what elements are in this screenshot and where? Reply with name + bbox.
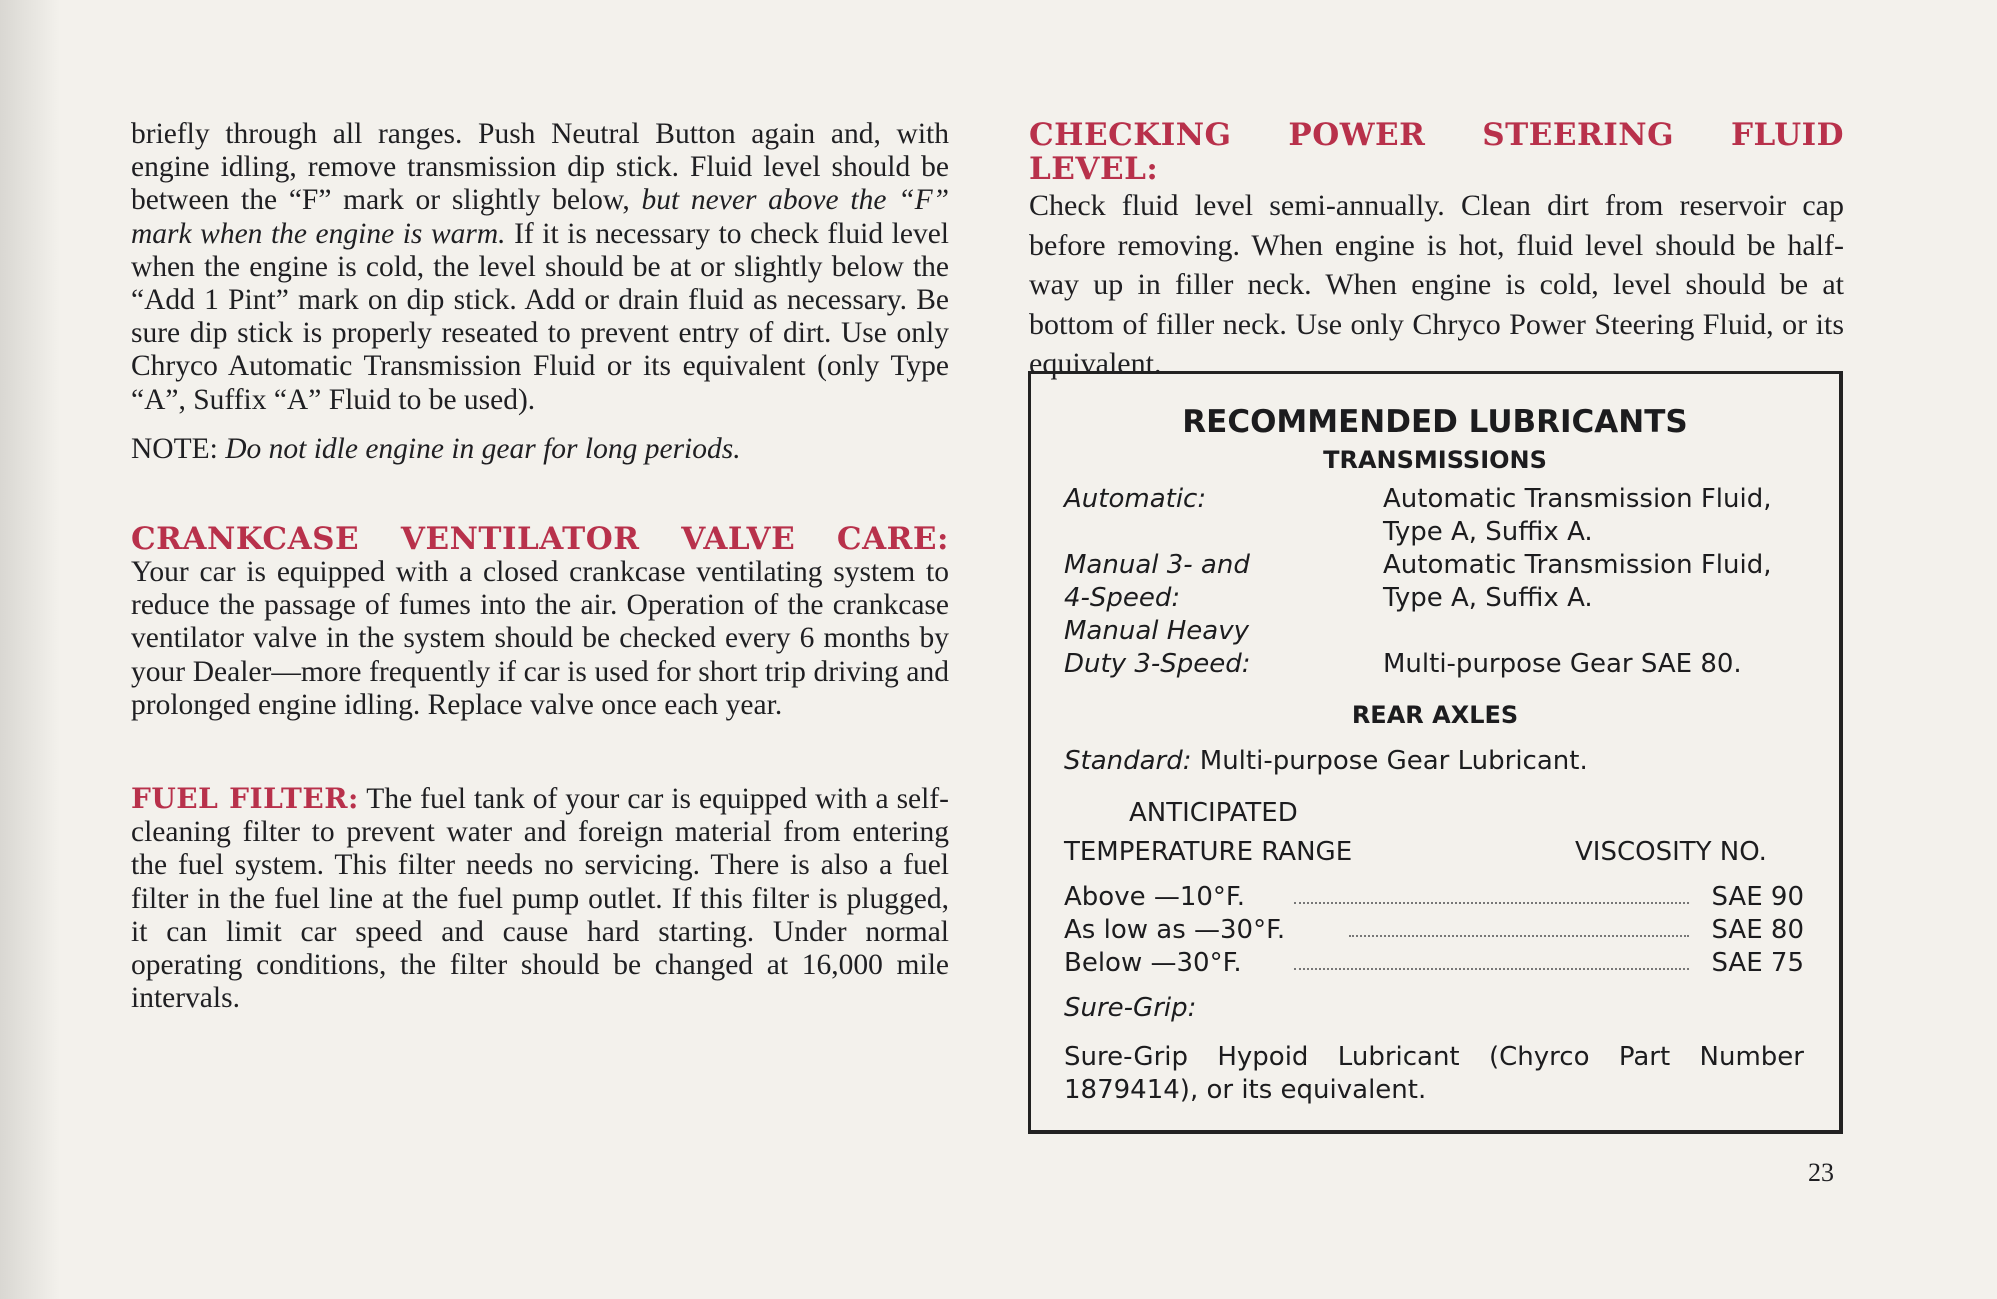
crankcase-heading: CRANKCASE VENTILATOR VALVE CARE: (131, 521, 949, 558)
manual-value-line-2: Type A, Suffix A. (1383, 583, 1593, 613)
transmission-warning: but never above the “F” mark when the engine is warm. (131, 184, 950, 250)
rear-axles-heading: REAR AXLES (1351, 701, 1519, 729)
transmission-text-continued: If it is necessary to check fluid level when the engine is cold, the level should be at or slightly below the “Add 1 Pint” mark on dip stick. Add or drain fluid as necessary. Be sure dip stick is properly reseated to prevent entry of dirt. Use only Chryco Automatic Transmission Fluid or its equivalent (only Type “A”, Suffix “A” Fluid to be used). (131, 217, 949, 416)
heavy-duty-label-line-1: Manual Heavy (1064, 616, 1249, 646)
heavy-duty-value: Multi-purpose Gear SAE 80. (1383, 649, 1742, 679)
fuel-filter-paragraph (131, 782, 949, 1015)
viscosity-value: SAE 90 (1711, 882, 1804, 912)
leader-dots (1294, 902, 1689, 904)
transmission-paragraph (131, 118, 949, 417)
temperature-range: As low as —30°F. (1064, 915, 1286, 945)
viscosity-row (1064, 915, 1804, 947)
leader-dots (1349, 935, 1689, 937)
transmission-text: briefly through all ranges. Push Neutral Button again and, with engine idling, remove transmission dip stick. Fluid level should be between the “F” mark or slightly below, (131, 118, 949, 217)
manual-label-line-1: Manual 3- and (1064, 550, 1250, 580)
lubricants-title: RECOMMENDED LUBRICANTS (1182, 404, 1688, 440)
page-number: 23 (1808, 1158, 1834, 1187)
viscosity-value: SAE 80 (1711, 915, 1804, 945)
crankcase-paragraph: Your car is equipped with a closed crankcase ventilating system to reduce the passage of fumes into the air. Operation of the crankcase ventilator valve in the system should be checked every 6 months by your Dealer—more frequently if car is used for short trip driving and prolonged engine idling. Replace valve once each year. (131, 556, 949, 721)
suregrip-text-line-2: 1879414), or its equivalent. (1064, 1075, 1427, 1105)
fuel-filter-heading: FUEL FILTER: (131, 782, 359, 816)
temperature-heading-line-1: ANTICIPATED (1129, 798, 1298, 828)
suregrip-label: Sure-Grip: (1064, 993, 1197, 1023)
note-label: NOTE: (131, 432, 218, 465)
standard-value: Multi-purpose Gear Lubricant. (1199, 746, 1588, 776)
power-steering-paragraph: Check fluid level semi-annually. Clean dirt from reservoir cap before removing. When engine is hot, fluid level should be half-way up in filler neck. When engine is cold, level should be at bottom of filler neck. Use only Chryco Power Steering Fluid, or its equivalent. (1029, 189, 1844, 380)
note-paragraph (131, 433, 949, 466)
automatic-label: Automatic: (1064, 484, 1207, 514)
viscosity-heading: VISCOSITY NO. (1575, 837, 1767, 867)
left-column (131, 118, 949, 1015)
automatic-value-line-2: Type A, Suffix A. (1383, 517, 1593, 547)
viscosity-row (1064, 882, 1804, 914)
leader-dots (1294, 968, 1689, 970)
standard-label: Standard: (1064, 746, 1192, 776)
automatic-value-line-1: Automatic Transmission Fluid, (1383, 484, 1772, 514)
note-text: Do not idle engine in gear for long periods. (225, 432, 741, 465)
viscosity-value: SAE 75 (1711, 948, 1804, 978)
viscosity-row (1064, 948, 1804, 980)
fuel-filter-text: The fuel tank of your car is equipped with a self-cleaning filter to prevent water and foreign material from entering the fuel system. This filter needs no servicing. There is also a fuel filter in the fuel line at the fuel pump outlet. If this filter is plugged, it can limit car speed and cause hard starting. Under normal operating conditions, the filter should be changed at 16,000 mile intervals. (131, 783, 949, 1015)
suregrip-text-line-1: Sure-Grip Hypoid Lubricant (Chyrco Part Number (1064, 1042, 1804, 1072)
transmissions-heading: TRANSMISSIONS (1323, 446, 1547, 474)
manual-label-line-2: 4-Speed: (1064, 583, 1181, 613)
right-column (1029, 118, 1844, 384)
page-gutter-shadow (0, 0, 60, 1299)
manual-value-line-1: Automatic Transmission Fluid, (1383, 550, 1772, 580)
heavy-duty-label-line-2: Duty 3-Speed: (1064, 649, 1251, 679)
recommended-lubricants-box (1028, 371, 1843, 1134)
power-steering-heading: CHECKING POWER STEERING FLUID LEVEL: (1029, 117, 1844, 187)
standard-row (1064, 746, 1588, 776)
temperature-range: Below —30°F. (1064, 948, 1242, 978)
temperature-heading-line-2: TEMPERATURE RANGE (1064, 837, 1353, 867)
temperature-range: Above —10°F. (1064, 882, 1245, 912)
